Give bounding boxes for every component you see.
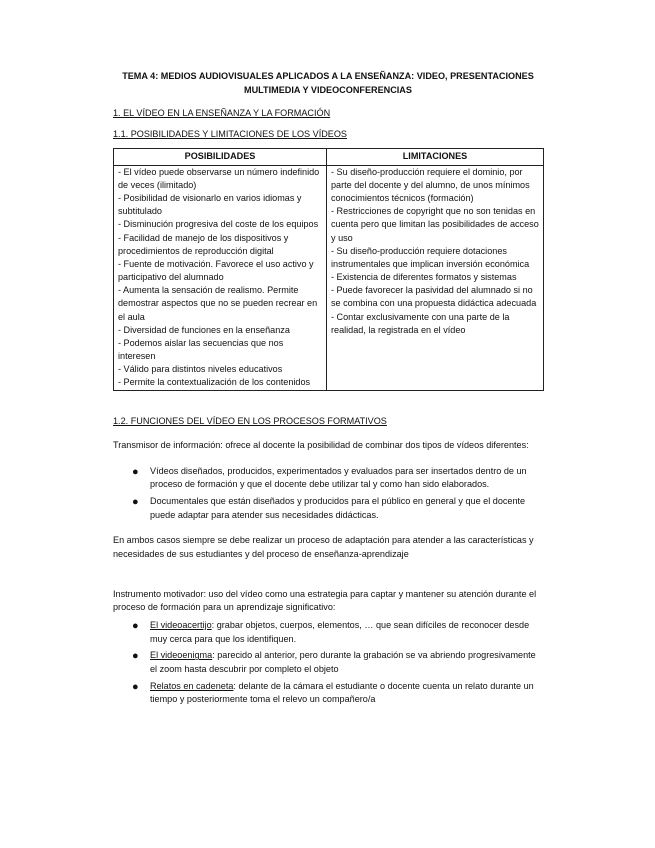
posibilidades-limitaciones-table	[113, 148, 544, 390]
posibilidad-item: - Podemos aislar las secuencias que nos interesen	[118, 337, 284, 362]
list-item-text: : grabar objetos, cuerpos, elementos, … que sean difíciles de reconocer desde muy cerca para que los identifiquen.	[150, 619, 530, 644]
list-item-text: : delante de la cámara el estudiante o docente cuenta un relato durante un tiempo y posteriormente toma el relevo un compañero/a	[150, 680, 534, 705]
bullet-icon: ●	[132, 650, 139, 663]
limitacion-item: - Restricciones de copyright que no son tenidas en cuenta pero que limitan las posibilidades de acceso y uso	[331, 206, 539, 243]
section-heading-1: 1. EL VÍDEO EN LA ENSEÑANZA Y LA FORMACIÓN	[113, 108, 331, 119]
limitacion-item: - Puede favorecer la pasividad del alumnado si no se combina con una propuesta didáctica adecuada	[331, 285, 537, 309]
section-heading-1-1: 1.1. POSIBILIDADES Y LIMITACIONES DE LOS VÍDEOS	[113, 128, 347, 139]
posibilidad-item: - Fuente de motivación. Favorece el uso activo y participativo del alumnado	[118, 258, 314, 283]
posibilidad-item: - Posibilidad de visionarlo en varios idiomas y subtitulado	[118, 192, 302, 217]
header-limitaciones: LIMITACIONES	[327, 149, 544, 165]
transmisor-list	[113, 465, 543, 523]
list-item	[113, 495, 543, 522]
list-item	[113, 680, 543, 707]
bullet-icon: ●	[132, 680, 139, 693]
list-item	[113, 619, 543, 646]
transmisor-intro: Transmisor de información: ofrece al docente la posibilidad de combinar dos tipos de vídeos diferentes:	[113, 440, 529, 451]
limitacion-item: - Existencia de diferentes formatos y sistemas	[331, 272, 517, 283]
motivador-intro: Instrumento motivador: uso del vídeo como una estrategia para captar y mantener su atención durante el proceso de formación para un aprendizaje significativo:	[113, 588, 537, 613]
posibilidad-item: - Válido para distintos niveles educativos	[118, 364, 283, 375]
list-item-term: El videoacertijo	[150, 619, 212, 630]
list-item-term: Relatos en cadeneta	[150, 680, 234, 691]
posibilidad-item: - Permite la contextualización de los contenidos	[118, 377, 311, 388]
posibilidad-item: - Disminución progresiva del coste de los equipos	[118, 219, 319, 230]
spacer	[113, 574, 543, 588]
header-posibilidades: POSIBILIDADES	[114, 149, 327, 165]
title-line-2: MULTIMEDIA Y VIDEOCONFERENCIAS	[244, 85, 412, 96]
bullet-icon: ●	[132, 465, 139, 478]
document-title	[113, 69, 543, 97]
posibilidad-item: - El vídeo puede observarse un número indefinido de veces (ilimitado)	[118, 166, 320, 190]
title-line-1: TEMA 4: MEDIOS AUDIOVISUALES APLICADOS A LA ENSEÑANZA: VIDEO, PRESENTACIONES	[122, 71, 534, 81]
posibilidad-item: - Aumenta la sensación de realismo. Permite demostrar aspectos que no se pueden recrear en el aula	[118, 285, 318, 322]
document-page	[113, 69, 543, 719]
section-heading-1-2: 1.2. FUNCIONES DEL VÍDEO EN LOS PROCESOS FORMATIVOS	[113, 415, 387, 426]
ambos-casos-paragraph: En ambos casos siempre se debe realizar un proceso de adaptación para atender a las características y necesidades de sus estudiantes y del proceso de enseñanza-aprendizaje	[113, 535, 534, 560]
limitacion-item: - Su diseño-producción requiere dotaciones instrumentales que implican inversión económica	[331, 245, 530, 269]
list-item-term: El videoenigma	[150, 650, 213, 661]
limitacion-item: - Su diseño-producción requiere el dominio, por parte del docente y del alumno, de unos mínimos conocimientos técnicos (formación)	[331, 166, 530, 203]
list-item-text: Documentales que están diseñados y producidos para el público en general y que el docente puede adaptar para atender sus necesidades didácticas.	[150, 496, 526, 520]
bullet-icon: ●	[132, 619, 139, 632]
list-item	[113, 649, 543, 676]
motivador-list	[113, 619, 543, 707]
list-item-text: : parecido al anterior, pero durante la grabación se va abriendo progresivamente el zoom hasta descubrir por completo el objeto	[150, 650, 536, 674]
list-item	[113, 465, 543, 492]
limitacion-item: - Contar exclusivamente con una parte de la realidad, la registrada en el vídeo	[331, 311, 510, 335]
list-item-text: Vídeos diseñados, producidos, experimentados y evaluados para ser insertados dentro de un proceso de formación y que el docente debe utilizar tal y como han sido elaborados.	[150, 465, 527, 490]
limitaciones-cell	[327, 165, 544, 390]
bullet-icon: ●	[132, 496, 139, 509]
posibilidad-item: - Diversidad de funciones en la enseñanza	[118, 324, 290, 335]
posibilidades-cell	[114, 165, 327, 390]
posibilidad-item: - Facilidad de manejo de los dispositivos y procedimientos de reproducción digital	[118, 232, 289, 256]
